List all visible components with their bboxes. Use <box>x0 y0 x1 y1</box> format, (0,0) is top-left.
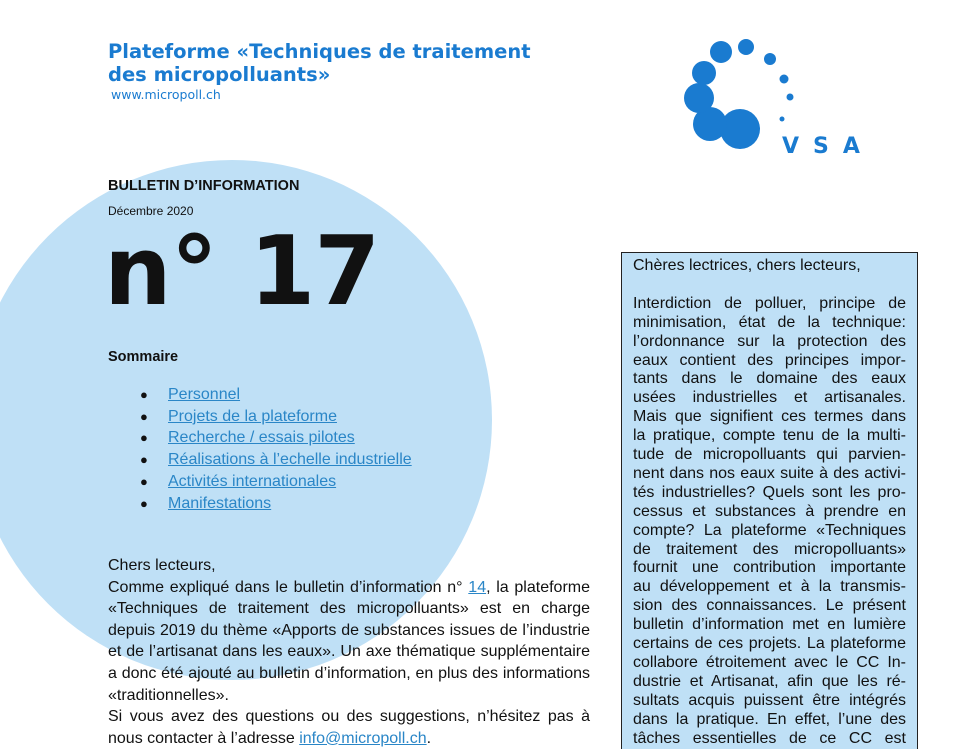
editorial-line: dustrie et Artisanat, afin que les ré- <box>633 672 906 690</box>
editorial-line: la pratique, compte tenu de la multi- <box>633 427 906 445</box>
editorial-line: bulletin d’information met en lumière <box>633 616 906 634</box>
issue-number: n° 17 <box>104 217 380 327</box>
summary-link-personnel[interactable]: Personnel <box>168 386 241 403</box>
vsa-logo-text: VSA <box>782 134 874 159</box>
bullet-icon: ● <box>140 495 148 511</box>
intro-text-before-link: Comme expliqué dans le bulletin d’information n° <box>108 578 469 596</box>
editorial-line: de traitement des micropolluants» <box>633 540 906 558</box>
summary-item <box>140 384 412 406</box>
editorial-line: collabore étroitement avec le CC In- <box>633 654 906 672</box>
editorial-line: tude de micropolluants qui parvien- <box>633 446 906 464</box>
editorial-text <box>633 295 906 749</box>
logo-dot-3 <box>684 83 714 113</box>
bullet-icon: ● <box>140 452 148 468</box>
summary-link-research[interactable]: Recherche / essais pilotes <box>168 429 355 447</box>
editorial-line: certains de ces projets. La plateforme <box>633 635 906 653</box>
summary-item <box>140 471 412 493</box>
contact-end: . <box>426 729 432 747</box>
editorial-line: cessus et substances à prendre en <box>633 502 906 520</box>
contact-text: Si vous avez des questions ou des suggestions, n’hésitez pas à nous contacter à l’adresse <box>108 708 590 747</box>
summary-link-industrial[interactable]: Réalisations à l’echelle industrielle <box>168 451 412 469</box>
platform-title-line2: des micropolluants» <box>108 63 331 86</box>
editorial-box <box>621 252 918 749</box>
editorial-line: tâches essentielles de ce CC est <box>633 729 906 747</box>
editorial-line: tés industrielles? Quels sont les pro- <box>633 483 906 501</box>
bullet-icon: ● <box>140 430 148 446</box>
logo-dot-8 <box>780 75 789 84</box>
bulletin-date: Décembre 2020 <box>108 204 194 218</box>
editorial-line: usées industrielles et artisanales. <box>633 389 906 407</box>
summary-item <box>140 427 412 449</box>
summary-link-projects[interactable]: Projets de la plateforme <box>168 407 337 425</box>
editorial-greeting: Chères lectrices, chers lecteurs, <box>633 257 861 274</box>
editorial-line: eaux contient des principes impor- <box>633 351 906 369</box>
editorial-line: l’ordonnance sur la protection des <box>633 332 906 350</box>
summary-list <box>140 384 412 514</box>
logo-dot-5 <box>710 41 732 63</box>
summary-link-events[interactable]: Manifestations <box>168 494 272 512</box>
issue-14-link[interactable]: 14 <box>468 578 487 596</box>
editorial-line: minimisation, état de la technique: <box>633 313 906 331</box>
logo-dot-7 <box>764 53 776 65</box>
summary-item <box>140 449 412 471</box>
summary-heading: Sommaire <box>108 349 179 365</box>
editorial-line: sion des connaissances. Le présent <box>633 597 906 615</box>
summary-link-international[interactable]: Activités internationales <box>168 472 337 490</box>
logo-dot-9 <box>787 94 794 101</box>
intro-text-after-link: , la plateforme «Techniques de traitement des micropolluants» est en charge depuis 2019 du thème «Apports de substances issues de l’industrie et de l’artisanat dans les eaux». Un axe thématique supplémentaire a donc été ajouté au bulletin d’information, en plus des informations «traditionnelles». <box>108 578 590 704</box>
intro-contact <box>108 706 590 749</box>
editorial-line: fournit une contribution importante <box>633 559 906 577</box>
logo-dot-10 <box>780 117 785 122</box>
summary-item <box>140 406 412 428</box>
editorial-line: Interdiction de polluer, principe de <box>633 294 906 312</box>
logo-dot-4 <box>692 61 716 85</box>
intro-paragraph <box>108 577 590 707</box>
editorial-line: Mais que signifient ces termes dans <box>633 408 906 426</box>
bullet-icon: ● <box>140 387 148 402</box>
bullet-icon: ● <box>140 473 148 489</box>
platform-title <box>108 40 531 86</box>
bullet-icon: ● <box>140 408 148 424</box>
summary-item <box>140 493 412 515</box>
intro-greeting: Chers lecteurs, <box>108 557 216 574</box>
editorial-line: tants dans le domaine des eaux <box>633 370 906 388</box>
intro-text <box>108 555 590 749</box>
editorial-line: au développement et à la transmis- <box>633 578 906 596</box>
editorial-line: nent dans nos eaux suite à des activi- <box>633 464 906 482</box>
editorial-line: dans la pratique. En effet, l’une des <box>633 710 906 728</box>
logo-dot-6 <box>738 39 754 55</box>
platform-url[interactable]: www.micropoll.ch <box>111 87 221 102</box>
bulletin-label: BULLETIN D’INFORMATION <box>108 178 300 194</box>
email-link[interactable]: info@micropoll.ch <box>299 729 427 747</box>
editorial-line: sultats acquis puissent être intégrés <box>633 691 906 709</box>
platform-title-line1: Plateforme «Techniques de traitement <box>108 40 531 63</box>
editorial-line: compte? La plateforme «Techniques <box>633 521 906 539</box>
